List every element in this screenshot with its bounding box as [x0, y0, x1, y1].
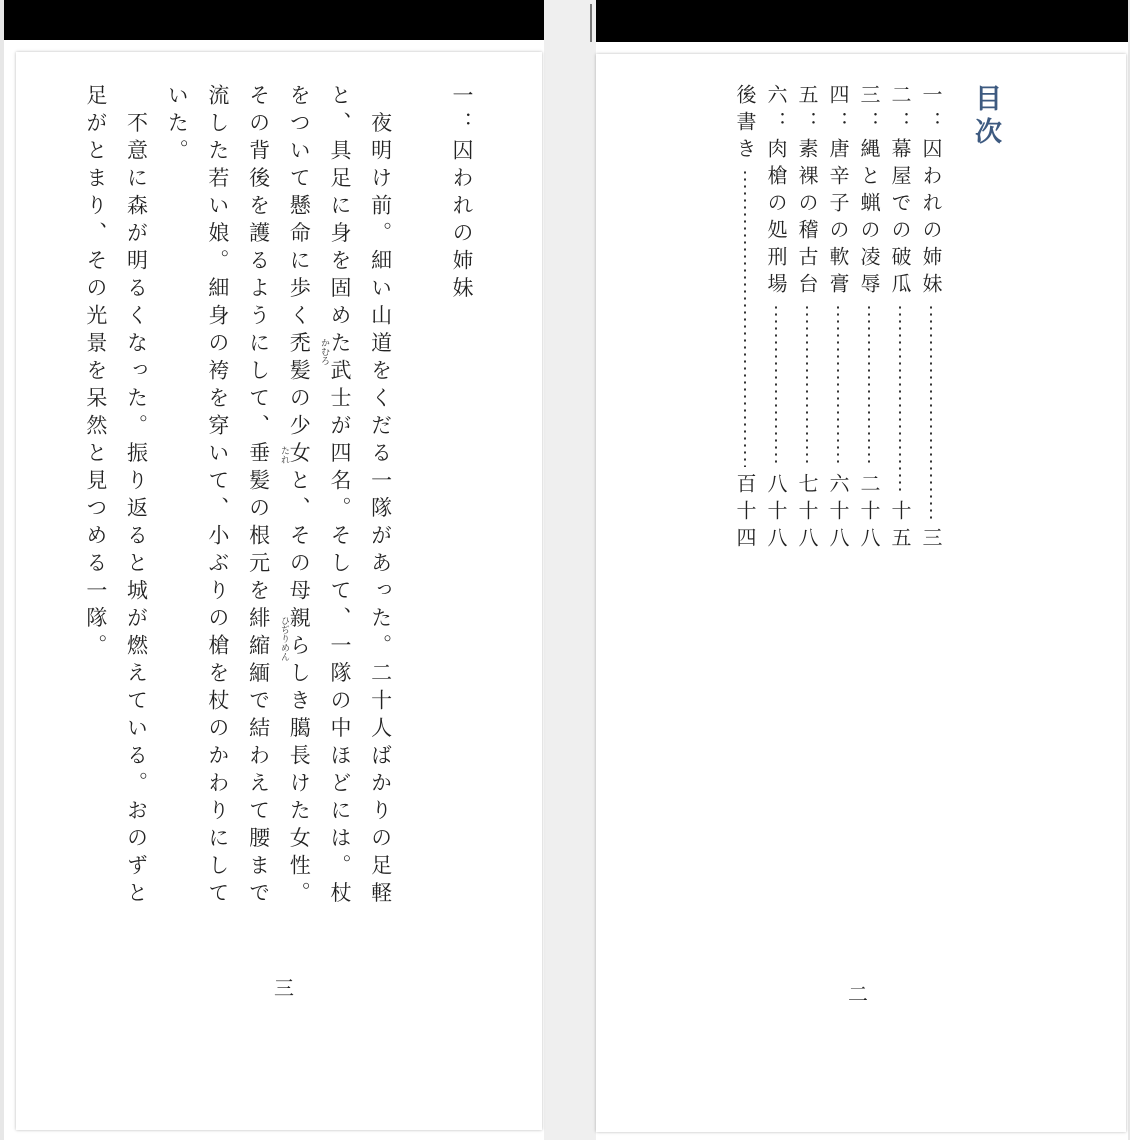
body-line: をついて懸命に歩く禿髪の少女と、その母親らしき臈長けた女性。	[287, 84, 312, 909]
toc-entry-label: 二：幕屋での破瓜	[888, 84, 912, 300]
toc-entry-label: 一：囚われの姉妹	[919, 84, 943, 300]
toc-entry[interactable]	[853, 84, 884, 554]
toc-leader-dots	[899, 304, 901, 494]
ruby-tare: たれ	[279, 446, 289, 464]
toc-entry-label: 六：肉槍の処刑場	[764, 84, 788, 300]
body-line: いた。	[165, 84, 190, 167]
chapter-title: 一：囚われの姉妹	[450, 84, 474, 304]
page-three[interactable]	[16, 52, 542, 1130]
toc-entry[interactable]	[729, 84, 760, 554]
toc-entry[interactable]	[791, 84, 822, 554]
body-line: その背後を護るようにして、垂髪の根元を緋縮緬で結わえて腰まで	[246, 84, 271, 909]
toc-entry-label: 後書き	[733, 84, 757, 165]
toc-leader-dots	[837, 304, 839, 467]
toc-entry-page: 六十八	[826, 473, 850, 554]
page-divider	[590, 4, 592, 42]
left-gutter	[0, 0, 4, 1140]
toc-leader-dots	[744, 169, 746, 467]
toc-entry-page: 三	[919, 527, 943, 554]
body-line: と、具足に身を固めた武士が四名。そして、一隊の中ほどには。杖	[327, 84, 352, 909]
toc-leader-dots	[930, 304, 932, 521]
toc-entry-page: 七十八	[795, 473, 819, 554]
toc-title: 目次	[970, 84, 1001, 150]
toc-leader-dots	[775, 304, 777, 467]
toc-entry[interactable]	[760, 84, 791, 554]
toc-entry[interactable]	[822, 84, 853, 554]
toc-leader-dots	[868, 304, 870, 467]
ruby-hijirimen: ひぢりめん	[279, 616, 289, 661]
toc-entry[interactable]	[884, 84, 915, 554]
chapter-body	[75, 84, 482, 944]
toc-entry-label: 四：唐辛子の軟膏	[826, 84, 850, 300]
title-spacer	[401, 84, 442, 944]
body-line: 流した若い娘。細身の袴を穿いて、小ぶりの槍を杖のかわりにして	[205, 84, 230, 909]
table-of-contents	[729, 84, 946, 554]
ruby-kamuro: かむろ	[319, 338, 329, 365]
toc-entry-page: 八十八	[764, 473, 788, 554]
toc-leader-dots	[806, 304, 808, 467]
page-number: 三	[274, 976, 294, 1000]
toc-entry-page: 十五	[888, 500, 912, 554]
body-line: 足がとまり、その光景を呆然と見つめる一隊。	[83, 84, 108, 662]
page-number: 二	[848, 982, 868, 1006]
toc-entry-page: 二十八	[857, 473, 881, 554]
page-two[interactable]	[596, 54, 1126, 1132]
toc-entry-page: 百十四	[733, 473, 757, 554]
body-line: 夜明け前。細い山道をくだる一隊があった。二十人ばかりの足軽	[368, 84, 393, 909]
center-gutter	[544, 0, 596, 1140]
left-top-bar	[4, 0, 544, 40]
right-top-bar	[596, 0, 1128, 42]
body-line: 不意に森が明るくなった。振り返ると城が燃えている。おのずと	[124, 84, 149, 909]
toc-entry-label: 三：縄と蝋の凌辱	[857, 84, 881, 300]
toc-entry-label: 五：素裸の稽古台	[795, 84, 819, 300]
toc-entry[interactable]	[915, 84, 946, 554]
